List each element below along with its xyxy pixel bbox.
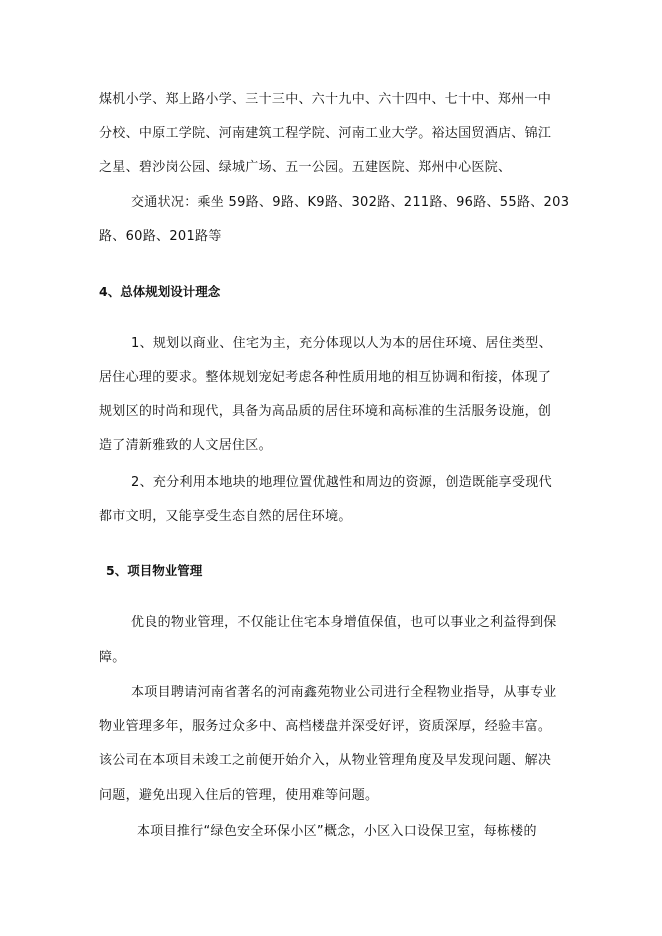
section-4-heading: 4、总体规划设计理念 [99,284,221,299]
s4-para1-line-4: 造了清新雅致的人文居住区。 [99,438,272,453]
s4-para1-line-3: 规划区的时尚和现代，具备为高品质的居住环境和高标准的生活服务设施，创 [99,404,552,419]
s4-para2-line-1: 2、充分利用本地块的地理位置优越性和周边的资源，创造既能享受现代 [131,475,552,490]
traffic-line-1: 交通状况：乘坐 59路、9路、K9路、302路、211路、96路、55路、203 [131,195,570,210]
intro-line-1: 煤机小学、郑上路小学、三十三中、六十九中、六十四中、七十中、郑州一中 [99,92,552,107]
s4-para1-line-1: 1、规划以商业、住宅为主，充分体现以人为本的居住环境、居住类型、 [131,336,552,351]
s5-para2-line-3: 该公司在本项目未竣工之前便开始介入，从物业管理角度及早发现问题、解决 [99,753,552,768]
section-5-heading: 5、项目物业管理 [106,563,203,578]
intro-line-3: 之星、碧沙岗公园、绿城广场、五一公园。五建医院、郑州中心医院、 [99,160,512,175]
s5-para1-line-2: 障。 [99,650,126,665]
s4-para2-line-2: 都市文明，又能享受生态自然的居住环境。 [99,509,352,524]
s5-para2-line-1: 本项目聘请河南省著名的河南鑫苑物业公司进行全程物业指导，从事专业 [131,685,557,700]
s5-para3-line-1: 本项目推行“绿色安全环保小区”概念，小区入口设保卫室，每栋楼的 [137,824,537,839]
s4-para1-line-2: 居住心理的要求。整体规划宠妃考虑各种性质用地的相互协调和衔接，体现了 [99,370,552,385]
intro-line-2: 分校、中原工学院、河南建筑工程学院、河南工业大学。裕达国贸酒店、锦江 [99,126,552,141]
s5-para2-line-2: 物业管理多年，服务过众多中、高档楼盘并深受好评，资质深厚，经验丰富。 [99,719,552,734]
s5-para1-line-1: 优良的物业管理，不仅能让住宅本身增值保值，也可以事业之利益得到保 [131,615,557,630]
traffic-line-2: 路、60路、201路等 [99,229,222,244]
s5-para2-line-4: 问题，避免出现入住后的管理，使用难等问题。 [99,788,379,803]
